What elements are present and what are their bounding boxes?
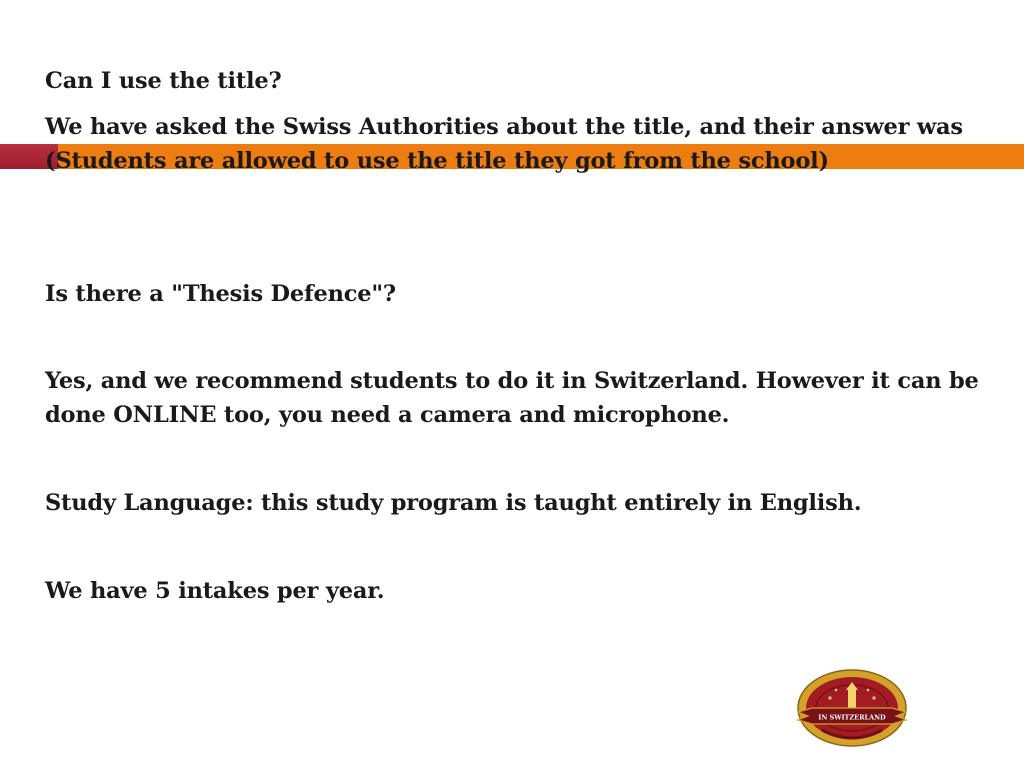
academy-seal-logo <box>792 668 912 750</box>
answer-thesis-defence: Yes, and we recommend students to do it in Switzerland. However it can be done ONLINE too, you need a camera and microphone. <box>45 368 979 428</box>
question-thesis-defence: Is there a "Thesis Defence"? <box>45 281 396 307</box>
answer-title: We have asked the Swiss Authorities about the title, and their answer was (Students are allowed to use the title they got from the school) <box>45 114 963 174</box>
logo-banner-text: IN SWITZERLAND <box>818 713 886 722</box>
intakes-text: We have 5 intakes per year. <box>45 578 385 604</box>
study-language-text: Study Language: this study program is taught entirely in English. <box>45 490 862 516</box>
question-title: Can I use the title? <box>45 68 282 94</box>
